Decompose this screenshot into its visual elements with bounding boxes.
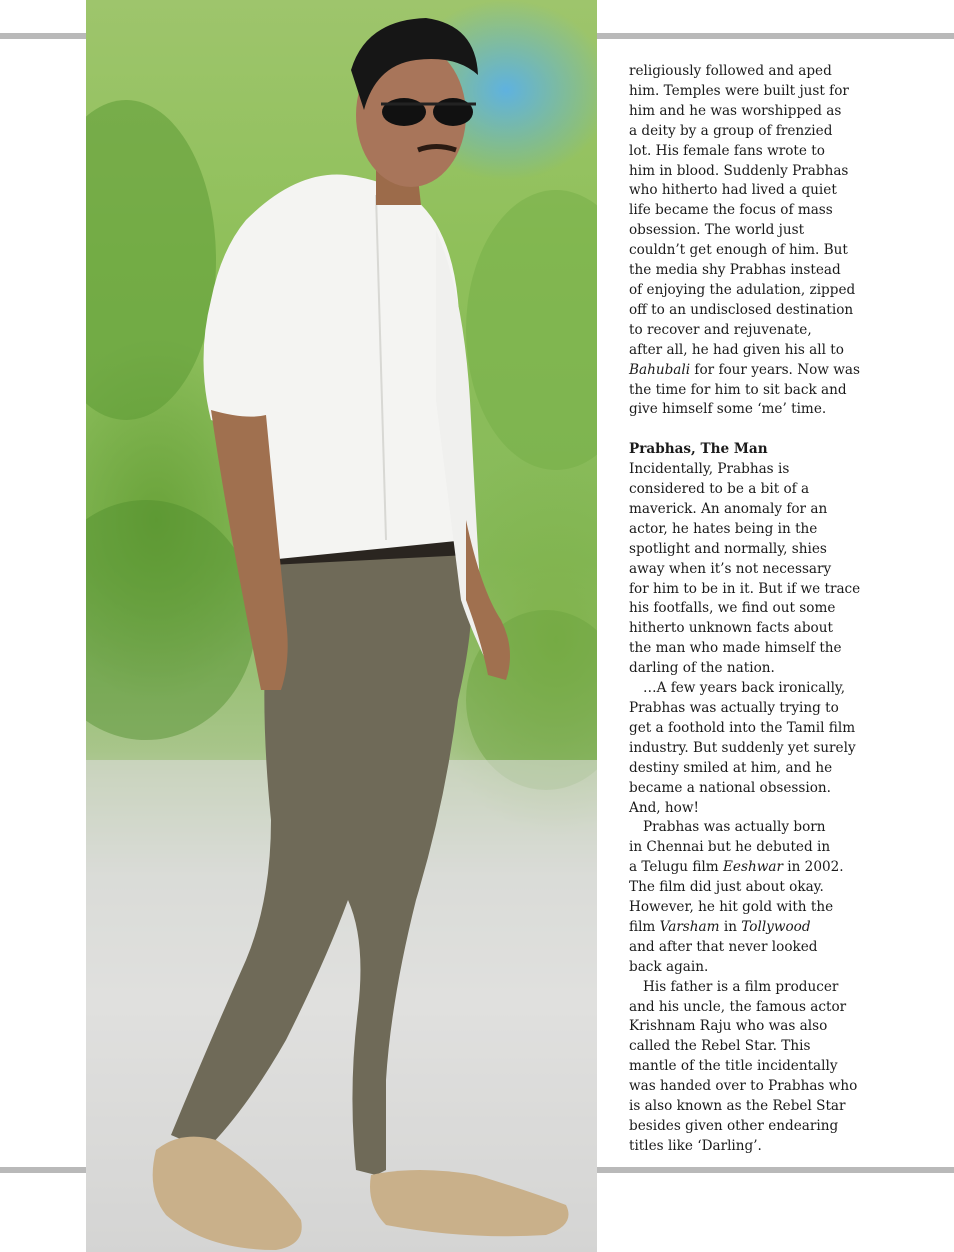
text-line: titles like ‘Darling’. [629,1137,762,1154]
text-line: back again. [629,958,709,975]
text-line [629,361,861,381]
text-line: in Chennai but he debuted in [629,839,831,856]
text-line: after all, he had given his all to [629,341,844,358]
text-line: of enjoying the adulation, zipped [629,281,856,298]
text-line: The film did just about okay. [629,879,824,896]
text-line: obsession. The world just [629,222,805,239]
text-line: Incidentally, Prabhas is [629,461,790,478]
text-line: Prabhas was actually trying to [629,699,839,716]
text-line: the media shy Prabhas instead [629,262,841,279]
film-title-eeshwar: Eeshwar [723,859,783,876]
text-line: life became the focus of mass [629,202,833,219]
text-line: who hitherto had lived a quiet [629,182,837,199]
text-line: him in blood. Suddenly Prabhas [629,162,849,179]
man-figure-illustration [86,0,597,1252]
text-line: is also known as the Rebel Star [629,1098,846,1115]
text-line: destiny smiled at him, and he [629,759,833,776]
article-column [629,62,861,1157]
text-line: his footfalls, we find out some [629,600,836,617]
text-fragment: for four years. Now was [690,361,860,378]
section-heading: Prabhas, The Man [629,441,768,458]
text-line: considered to be a bit of a [629,481,810,498]
text-fragment: a Telugu film [629,859,723,876]
text-line: give himself some ‘me’ time. [629,401,827,418]
text-line: His father is a film producer [643,978,839,995]
bottom-rule-right [597,1167,954,1173]
text-line: him and he was worshipped as [629,102,842,119]
article-paragraph-family [629,978,861,1157]
text-line [629,918,861,938]
text-line: get a foothold into the Tamil film [629,719,856,736]
article-paragraph-tamil [629,679,861,818]
text-line: lot. His female fans wrote to [629,142,825,159]
text-line: And, how! [629,799,699,816]
text-line [629,858,861,878]
text-line: for him to be in it. But if we trace [629,580,861,597]
text-line: and after that never looked [629,938,818,955]
bottom-rule-left [0,1167,86,1173]
text-line: mantle of the title incidentally [629,1058,838,1075]
text-line: Krishnam Raju who was also [629,1018,828,1035]
text-line: However, he hit gold with the [629,899,834,916]
text-line: a deity by a group of frenzied [629,122,833,139]
feature-photo [86,0,597,1252]
text-line: the time for him to sit back and [629,381,847,398]
text-line: Prabhas was actually born [643,819,826,836]
text-line: hitherto unknown facts about [629,620,833,637]
text-fragment: in [719,918,742,935]
article-paragraph-man [629,460,861,679]
text-line: maverick. An anomaly for an [629,500,828,517]
text-line: spotlight and normally, shies [629,540,827,557]
text-line: and his uncle, the famous actor [629,998,847,1015]
text-line: off to an undisclosed destination [629,301,854,318]
text-line: to recover and rejuvenate, [629,321,812,338]
text-line: him. Temples were built just for [629,82,849,99]
text-line: actor, he hates being in the [629,520,818,537]
article-paragraph-debut [629,818,861,977]
top-rule-right [597,33,954,39]
article-paragraph-intro [629,62,861,420]
industry-name-tollywood: Tollywood [741,918,811,935]
text-line: became a national obsession. [629,779,831,796]
text-line: besides given other endearing [629,1118,839,1135]
text-fragment: in 2002. [782,859,844,876]
text-line: industry. But suddenly yet surely [629,739,856,756]
top-rule-left [0,33,86,39]
text-line: couldn’t get enough of him. But [629,242,848,259]
text-line: …A few years back ironically, [643,680,846,697]
film-title-varsham: Varsham [659,918,720,935]
text-line: darling of the nation. [629,660,775,677]
text-line: was handed over to Prabhas who [629,1078,858,1095]
film-title-bahubali: Bahubali [629,361,691,378]
text-line: the man who made himself the [629,640,842,657]
text-line: away when it’s not necessary [629,560,832,577]
text-line: religiously followed and aped [629,63,832,79]
text-fragment: film [629,918,660,935]
text-line: called the Rebel Star. This [629,1038,811,1055]
